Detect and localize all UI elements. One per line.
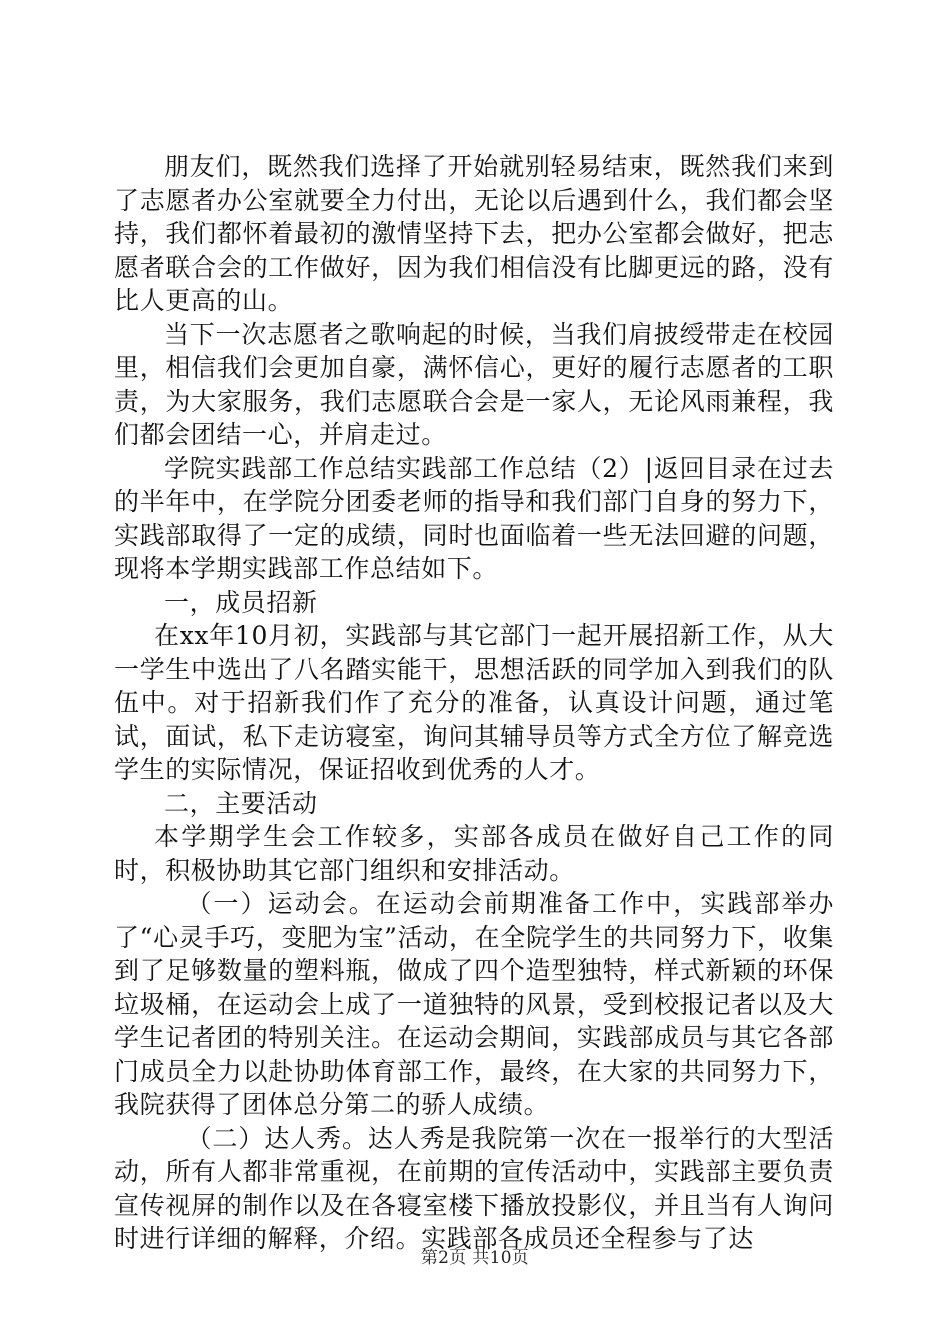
paragraph-volunteer-commitment: 朋友们，既然我们选择了开始就别轻易结束，既然我们来到了志愿者办公室就要全力付出，无论以后遇到什么，我们都会坚持，我们都怀着最初的激情坚持下去，把办公室都会做好，把志愿者联合会的工作做好，因为我们相信没有比脚更远的路，没有比人更高的山。 — [114, 152, 834, 315]
paragraph-volunteer-song: 当下一次志愿者之歌响起的时候，当我们肩披绶带走在校园里，相信我们会更加自豪，满怀信心，更好的履行志愿者的工职责，为大家服务，我们志愿联合会是一家人，无论风雨兼程，我们都会团结一心，并肩走过。 — [114, 319, 834, 449]
document-body — [114, 150, 834, 1256]
paragraph-sports-meet: （一）运动会。在运动会前期准备工作中，实践部举办了“心灵手巧，变肥为宝”活动，在全院学生的共同努力下，收集到了足够数量的塑料瓶，做成了四个造型独特，样式新颖的环保垃圾桶，在运动会上成了一道独特的风景，受到校报记者以及大学生记者团的特别关注。在运动会期间，实践部成员与其它各部门成员全力以赴协助体育部工作，最终，在大家的共同努力下，我院获得了团体总分第二的骄人成绩。 — [114, 889, 834, 1119]
heading-member-recruitment: 一，成员招新 — [164, 587, 318, 617]
page-number-footer: 第2页 共10页 — [420, 1248, 530, 1268]
heading-main-activities: 二，主要活动 — [164, 788, 318, 818]
paragraph-recruitment: 在xx年10月初，实践部与其它部门一起开展招新工作，从大一学生中选出了八名踏实能干，思想活跃的同学加入到我们的队伍中。对于招新我们作了充分的准备，认真设计问题，通过笔试，面试，私下走访寝室，询问其辅导员等方式全方位了解竞选学生的实际情况，保证招收到优秀的人才。 — [114, 621, 834, 784]
paragraph-activities-overview: 本学期学生会工作较多，实部各成员在做好自己工作的同时，积极协助其它部门组织和安排活动。 — [114, 822, 834, 885]
paragraph-practice-summary-intro: 学院实践部工作总结实践部工作总结（2）|返回目录在过去的半年中，在学院分团委老师的指导和我们部门自身的努力下，实践部取得了一定的成绩，同时也面临着一些无法回避的问题，现将本学期实践部工作总结如下。 — [114, 453, 834, 583]
paragraph-talent-show: （二）达人秀。达人秀是我院第一次在一报举行的大型活动，所有人都非常重视，在前期的宣传活动中，实践部主要负责宣传视屏的制作以及在各寝室楼下播放投影仪，并且当有人询问时进行详细的解释，介绍。实践部各成员还全程参与了达 — [114, 1123, 834, 1253]
